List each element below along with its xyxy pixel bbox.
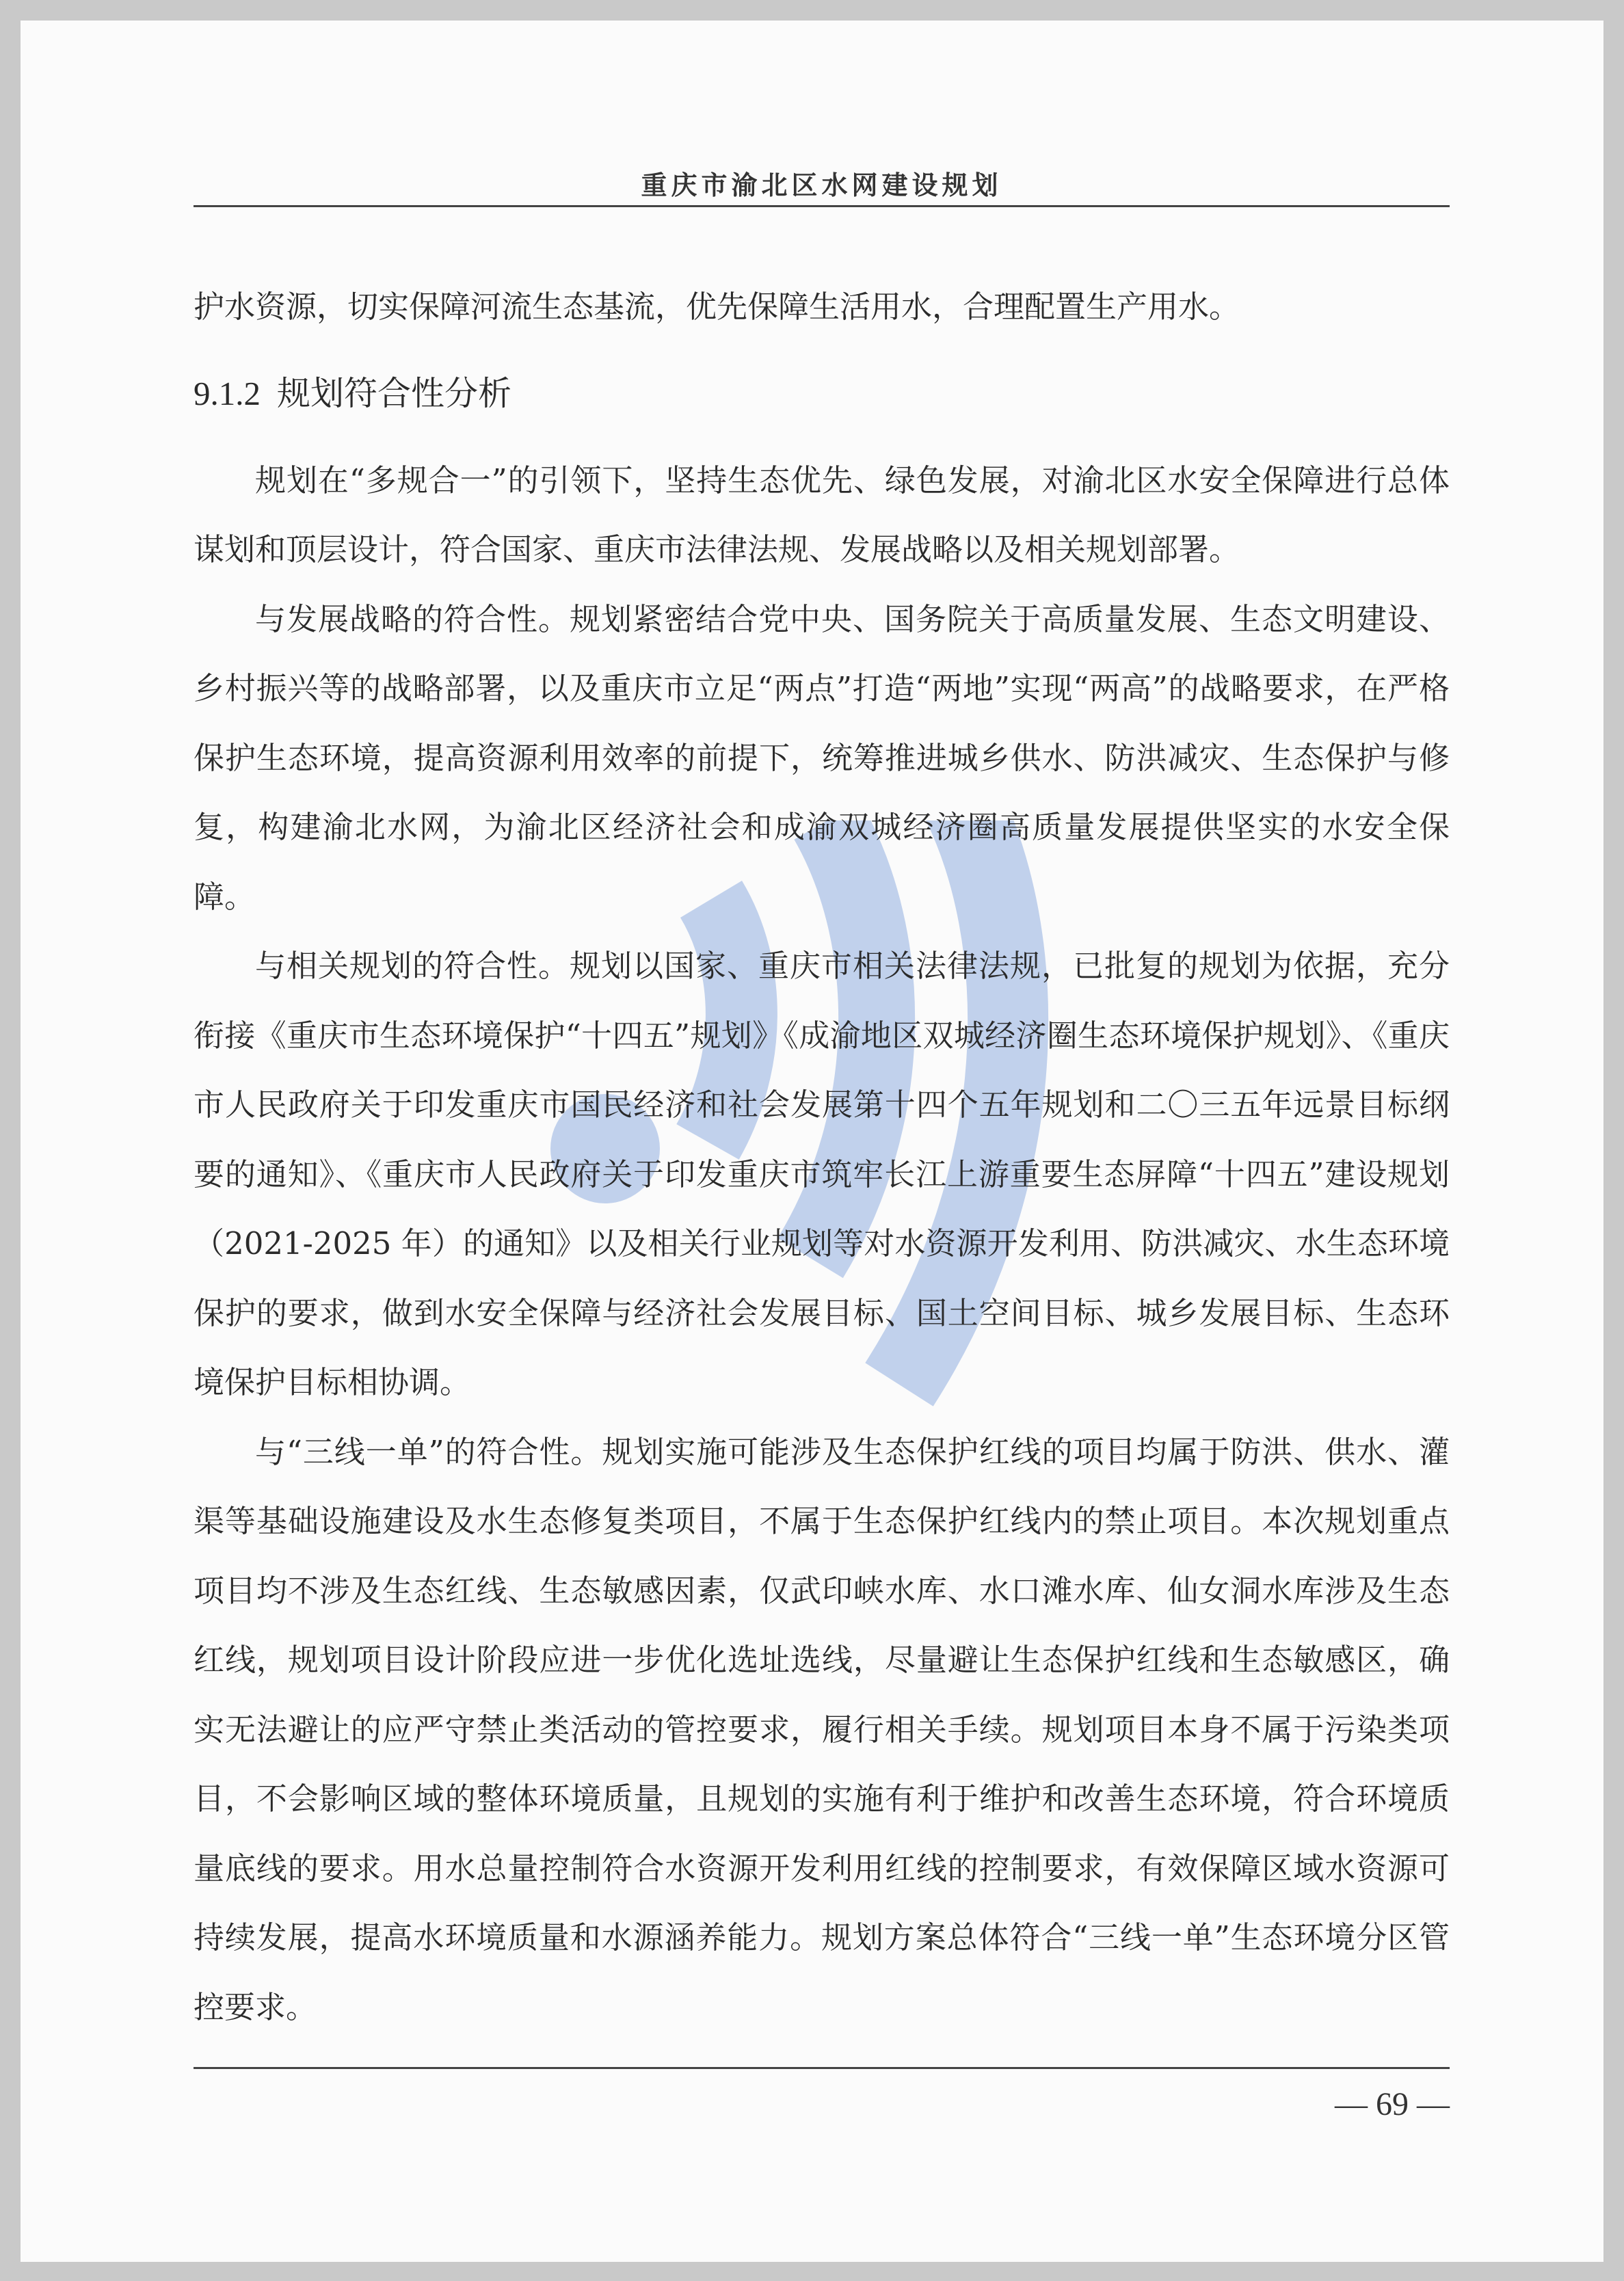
paragraph-related-plans: 与相关规划的符合性。规划以国家、重庆市相关法律法规，已批复的规划为依据，充分衔接《重庆市生态环境保护“十四五”规划》《成渝地区双城经济圈生态环境保护规划》、《重庆市人民政府关于印发重庆市国民经济和社会发展第十四个五年规划和二〇三五年远景目标纲要的通知》、《重庆市人民政府关于印发重庆市筑牢长江上游重要生态屏障“十四五”建设规划（2021-2025 年）的通知》以及相关行业规划等对水资源开发利用、防洪减灾、水生态环境保护的要求，做到水安全保障与经济社会发展目标、国土空间目标、城乡发展目标、生态环境保护目标相协调。	[194, 948, 1450, 1400]
running-header-title: 重庆市渝北区水网建设规划	[641, 170, 1002, 200]
paragraph-three-lines: 与“三线一单”的符合性。规划实施可能涉及生态保护红线的项目均属于防洪、供水、灌渠等基础设施建设及水生态修复类项目，不属于生态保护红线内的禁止项目。本次规划重点项目均不涉及生态红线、生态敏感因素，仅武印峡水库、水口滩水库、仙女洞水库涉及生态红线，规划项目设计阶段应进一步优化选址选线，尽量避让生态保护红线和生态敏感区，确实无法避让的应严守禁止类活动的管控要求，履行相关手续。规划项目本身不属于污染类项目，不会影响区域的整体环境质量，且规划的实施有利于维护和改善生态环境，符合环境质量底线的要求。用水总量控制符合水资源开发利用红线的控制要求，有效保障区域水资源可持续发展，提高水环境质量和水源涵养能力。规划方案总体符合“三线一单”生态环境分区管控要求。	[194, 1433, 1450, 2025]
section-heading	[194, 342, 1450, 446]
section-title: 规划符合性分析	[277, 373, 512, 413]
header-rule	[194, 205, 1450, 207]
section-number: 9.1.2	[194, 374, 261, 412]
continued-paragraph: 护水资源，切实保障河流生态基流，优先保障生活用水，合理配置生产用水。	[194, 289, 1240, 325]
paragraph-strategy: 与发展战略的符合性。规划紧密结合党中央、国务院关于高质量发展、生态文明建设、乡村振兴等的战略部署，以及重庆市立足“两点”打造“两地”实现“两高”的战略要求，在严格保护生态环境，提高资源利用效率的前提下，统筹推进城乡供水、防洪减灾、生态保护与修复，构建渝北水网，为渝北区经济社会和成渝双城经济圈高质量发展提供坚实的水安全保障。	[194, 600, 1450, 915]
paragraph-intro: 规划在“多规合一”的引领下，坚持生态优先、绿色发展，对渝北区水安全保障进行总体谋划和顶层设计，符合国家、重庆市法律法规、发展战略以及相关规划部署。	[194, 462, 1450, 568]
body-text	[194, 272, 1450, 2042]
page-number: — 69 —	[1335, 2086, 1450, 2122]
document-page	[21, 21, 1603, 2262]
footer-rule	[194, 2067, 1450, 2069]
